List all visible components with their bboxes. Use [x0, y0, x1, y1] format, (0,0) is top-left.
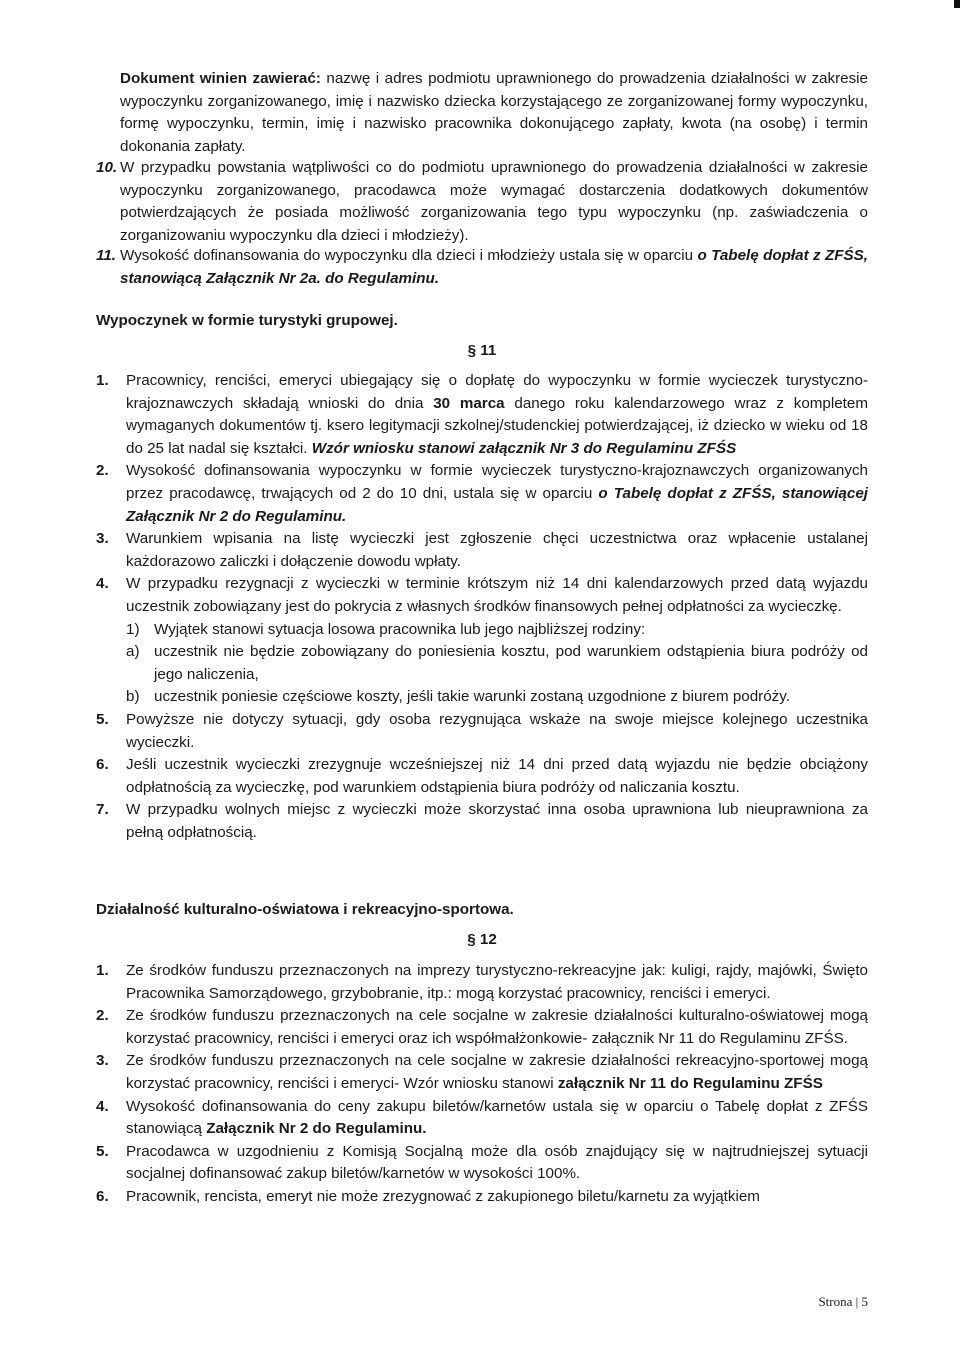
list-item — [96, 754, 868, 799]
item-text-bold: Załącznik Nr 2 do Regulaminu. — [206, 1120, 427, 1138]
list-item — [96, 460, 868, 528]
sub-item-number: 1) — [126, 620, 140, 638]
page-number: Strona | 5 — [818, 1294, 868, 1309]
list-item — [96, 528, 868, 573]
list-item — [96, 573, 868, 618]
item-text: Jeśli uczestnik wycieczki zrezygnuje wcześniejszej niż 14 dni przed datą wyjazdu nie będzie obciążony odpłatnością za wycieczkę, pod warunkiem odstąpienia biura podróży od naliczania kosztu. — [126, 756, 868, 796]
sub-item — [96, 686, 868, 709]
intro-text: nazwę i adres podmiotu uprawnionego do prowadzenia działalności w zakresie wypoczynku zorganizowanego, imię i nazwisko dziecka korzystającego ze zorganizowanej formy wypoczynku, formę wypoczynku, termin, imię i nazwisko pracownika dokonującego zapłaty, kwota (na osobę) i termin dokonania zapłaty. — [120, 70, 868, 155]
item-text: Powyższe nie dotyczy sytuacji, gdy osoba rezygnująca wskaże na swoje miejsce kolejnego uczestnika wycieczki. — [126, 710, 868, 751]
section-heading-group — [96, 310, 868, 333]
paragraph-12 — [96, 929, 868, 952]
sub-item-number: a) — [126, 643, 140, 661]
item-text: Ze środków funduszu przeznaczonych na cele socjalne w zakresie działalności kulturalno-oświatowej mogą korzystać pracownicy, renciści i emeryci oraz ich współmałżonkowie- załącznik Nr 11 do Regulaminu ZFŚS. — [126, 1007, 868, 1047]
item-number: 1. — [96, 372, 109, 389]
sub-item-number: b) — [126, 688, 140, 706]
list-item — [96, 709, 868, 754]
item-text: Ze środków funduszu przeznaczonych na cele socjalne w zakresie działalności rekreacyjno-sportowej mogą korzystać pracownicy, renciści i emeryci- Wzór wniosku stanowi — [126, 1052, 868, 1092]
item-text: Pracownicy, renciści, emeryci ubiegający się o dopłatę do wypoczynku w formie wycieczek turystyczno-krajoznawczych składają wnioski do dnia — [126, 372, 868, 412]
list-item — [96, 1096, 868, 1141]
item-number: 3. — [96, 1052, 109, 1070]
item-number: 4. — [96, 575, 109, 593]
item-text: Ze środków funduszu przeznaczonych na imprezy turystyczno-rekreacyjne jak: kuligi, rajdy, majówki, Święto Pracownika Samorządowego, grzybobranie, itp.: mogą korzystać pracownicy, renciści i emeryci. — [126, 962, 868, 1002]
list-item — [96, 1050, 868, 1095]
item-text: Warunkiem wpisania na listę wycieczki jest zgłoszenie chęci uczestnictwa oraz wpłacenie ustalanej każdorazowo zaliczki i dołączenie dowodu wpłaty. — [126, 530, 868, 570]
item-text: W przypadku wolnych miejsc z wycieczki może skorzystać inna osoba uprawniona lub nieuprawniona za pełną odpłatnością. — [126, 801, 868, 841]
item-text: Pracodawca w uzgodnieniu z Komisją Socjalną może dla osób znajdujący się w najtrudniejszej sytuacji socjalnej dofinansować zakup biletów/karnetów w wysokości 100%. — [126, 1142, 868, 1183]
item-number: 5. — [96, 710, 109, 728]
item-number: 2. — [96, 462, 109, 480]
intro-paragraph — [96, 68, 868, 158]
sub-item — [96, 641, 868, 686]
item-text-bold: o Tabelę dopłat z ZFŚS, stanowiącą Załącznik Nr 2a. do Regulaminu. — [120, 247, 869, 287]
list-item — [96, 1141, 868, 1186]
list-item — [96, 799, 868, 844]
item-text: danego roku kalendarzowego wraz z kompletem wymaganych dokumentów tj. ksero legitymacji szkolnej/studenckiej potwierdzającej, iż dziecko w wieku od 18 do 25 lat nadal się kształci. — [126, 394, 868, 457]
sub-item-text: uczestnik nie będzie zobowiązany do poniesienia kosztu, pod warunkiem odstąpienia biura podróży od jego naliczenia, — [154, 643, 868, 683]
item-text-bold: załącznik Nr 11 do Regulaminu ZFŚS — [557, 1074, 823, 1092]
section-heading-culture — [96, 899, 868, 922]
item-text-bold: 30 marca — [433, 394, 505, 412]
item-number: 3. — [96, 530, 109, 548]
paragraph-11 — [96, 340, 868, 363]
item-10 — [96, 157, 868, 247]
item-text: Wysokość dofinansowania do wypoczynku dla dzieci i młodzieży ustala się w oparciu — [120, 247, 698, 264]
paragraph-number: § 12 — [467, 931, 497, 948]
item-text-bold: o Tabelę dopłat z ZFŚS, stanowiącej Załącznik Nr 2 do Regulaminu. — [126, 484, 868, 525]
item-number: 10. — [96, 159, 118, 176]
list-item — [96, 370, 868, 460]
sub-item-text: uczestnik poniesie częściowe koszty, jeśli takie warunki zostaną uzgodnione z biurem podróży. — [154, 688, 790, 706]
intro-lead: Dokument winien zawierać: — [120, 70, 321, 87]
paragraph-number: § 11 — [467, 342, 497, 359]
item-text: Wysokość dofinansowania do ceny zakupu biletów/karnetów ustala się w oparciu o Tabelę dopłat z ZFŚS stanowiącą — [126, 1097, 868, 1138]
item-number: 6. — [96, 1187, 109, 1205]
item-number: 11. — [96, 247, 116, 264]
group-items — [96, 370, 868, 844]
item-text: Pracownik, rencista, emeryt nie może zrezygnować z zakupionego biletu/karnetu za wyjątkiem — [126, 1187, 760, 1205]
intro-block — [96, 68, 868, 158]
item-number: 4. — [96, 1097, 109, 1115]
item-text-bold: Wzór wniosku stanowi załącznik Nr 3 do Regulaminu ZFŚS — [311, 439, 737, 457]
item-11 — [96, 245, 868, 290]
item-number: 7. — [96, 801, 109, 819]
scan-mark — [954, 0, 960, 8]
sub-item — [96, 619, 868, 642]
item-text: W przypadku rezygnacji z wycieczki w terminie krótszym niż 14 dni kalendarzowych przed datą wyjazdu uczestnik zobowiązany jest do pokrycia z własnych środków finansowych pełnej odpłatności za wycieczkę. — [126, 575, 868, 615]
section-title: Wypoczynek w formie turystyki grupowej. — [96, 312, 398, 329]
list-item — [96, 960, 868, 1005]
item-text: Wysokość dofinansowania wypoczynku w formie wycieczek turystyczno-krajoznawczych organizowanych przez pracodawcę, trwających od 2 do 10 dni, ustala się w oparciu — [126, 462, 868, 502]
sub-item-text: Wyjątek stanowi sytuacja losowa pracownika lub jego najbliższej rodziny: — [154, 620, 646, 638]
section-title: Działalność kulturalno-oświatowa i rekreacyjno-sportowa. — [96, 901, 514, 918]
culture-items — [96, 960, 868, 1209]
item-number: 6. — [96, 756, 109, 774]
item-text: W przypadku powstania wątpliwości co do podmiotu uprawnionego do prowadzenia działalności w zakresie wypoczynku zorganizowanego, pracodawca może wymagać dostarczenia dodatkowych dokumentów potwierdzających że posiada możliwość zorganizowania tego typu wypoczynku (np. zaświadczenia o zorganizowaniu wypoczynku dla dzieci i młodzieży). — [120, 159, 868, 244]
item-number: 1. — [96, 962, 109, 979]
item-number: 5. — [96, 1142, 109, 1160]
item-number: 2. — [96, 1007, 109, 1025]
list-item — [96, 1005, 868, 1050]
list-item — [96, 1186, 868, 1209]
